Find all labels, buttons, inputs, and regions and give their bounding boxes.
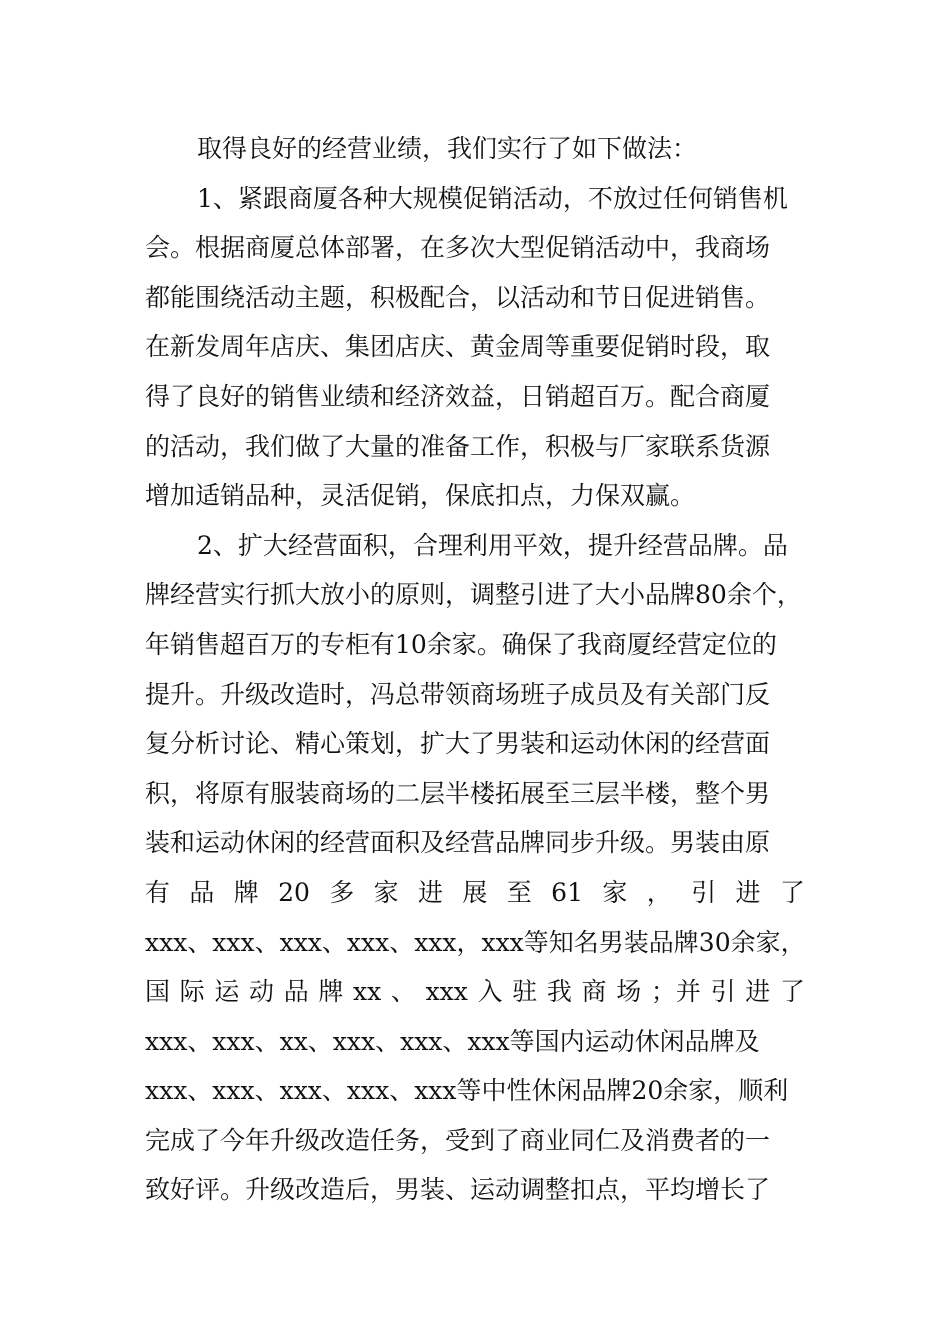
spaced-token: 家 (373, 877, 399, 907)
spaced-token: 、 (390, 977, 416, 1007)
spaced-token: xxx (425, 977, 468, 1007)
spaced-token: 品 (283, 977, 309, 1007)
text-line: 积，将原有服装商场的二层半楼拓展至三层半楼，整个男 (145, 778, 771, 808)
spaced-token: 驻 (512, 977, 538, 1007)
spaced-token: 引 (710, 977, 736, 1007)
text-line: xxx、xxx、xx、xxx、xxx、xxx等国内运动休闲品牌及 (145, 1026, 760, 1056)
spaced-token: 动 (249, 977, 275, 1007)
spaced-token: ， (646, 877, 672, 907)
spaced-token: 场 (616, 977, 642, 1007)
text-line: 牌经营实行抓大放小的原则，调整引进了大小品牌80余个， (145, 580, 802, 610)
spaced-token: 运 (214, 977, 240, 1007)
spaced-token: 进 (745, 977, 771, 1007)
text-line: xxx、xxx、xxx、xxx、xxx等中性休闲品牌20余家，顺利 (145, 1076, 789, 1106)
text-line: 得了良好的销售业绩和经济效益，日销超百万。配合商厦 (145, 381, 771, 411)
text-line: 致好评。升级改造后，男装、运动调整扣点，平均增长了 (145, 1175, 771, 1205)
text-line: 的活动，我们做了大量的准备工作，积极与厂家联系货源 (145, 431, 771, 461)
text-line: 2、扩大经营面积，合理利用平效，提升经营品牌。品 (197, 530, 788, 560)
text-line: 复分析讨论、精心策划，扩大了男装和运动休闲的经营面 (145, 729, 771, 759)
spaced-token: 进 (735, 877, 761, 907)
spaced-token: 牌 (233, 877, 259, 907)
body-text (145, 124, 805, 1215)
text-line: 在新发周年店庆、集团店庆、黄金周等重要促销时段，取 (145, 332, 771, 362)
text-line: 都能围绕活动主题，积极配合，以活动和节日促进销售。 (145, 282, 771, 312)
spaced-token: ；并 (650, 977, 701, 1007)
spaced-token: 国 (145, 977, 171, 1007)
spaced-token: 了 (779, 977, 805, 1007)
text-line: xxx、xxx、xxx、xxx、xxx，xxx等知名男装品牌30余家， (145, 927, 806, 957)
text-line: 会。根据商厦总体部署，在多次大型促销活动中，我商场 (145, 233, 771, 263)
text-line: 1、紧跟商厦各种大规模促销活动，不放过任何销售机 (197, 183, 788, 213)
text-line: 增加适销品种，灵活促销，保底扣点，力保双赢。 (145, 481, 696, 511)
text-line-spaced (145, 868, 805, 918)
spaced-token: 入 (477, 977, 503, 1007)
spaced-token: 61 (551, 877, 583, 907)
spaced-token: 20 (278, 877, 310, 907)
spaced-token: xx (353, 977, 382, 1007)
spaced-token: 品 (189, 877, 215, 907)
spaced-token: 了 (779, 877, 805, 907)
spaced-token: 牌 (318, 977, 344, 1007)
text-line: 完成了今年升级改造任务，受到了商业同仁及消费者的一 (145, 1125, 771, 1155)
text-line: 取得良好的经营业绩，我们实行了如下做法： (197, 134, 698, 163)
text-line: 装和运动休闲的经营面积及经营品牌同步升级。男装由原 (145, 828, 771, 858)
spaced-token: 家 (602, 877, 628, 907)
spaced-token: 引 (691, 877, 717, 907)
spaced-token: 展 (462, 877, 488, 907)
spaced-token: 至 (506, 877, 532, 907)
spaced-token: 进 (418, 877, 444, 907)
spaced-token: 我 (546, 977, 572, 1007)
spaced-token: 际 (179, 977, 205, 1007)
text-line-spaced (145, 967, 805, 1017)
text-line: 年销售超百万的专柜有10余家。确保了我商厦经营定位的 (145, 629, 777, 659)
spaced-token: 多 (329, 877, 355, 907)
text-line: 提升。升级改造时，冯总带领商场班子成员及有关部门反 (145, 679, 771, 709)
spaced-token: 有 (145, 877, 171, 907)
spaced-token: 商 (581, 977, 607, 1007)
